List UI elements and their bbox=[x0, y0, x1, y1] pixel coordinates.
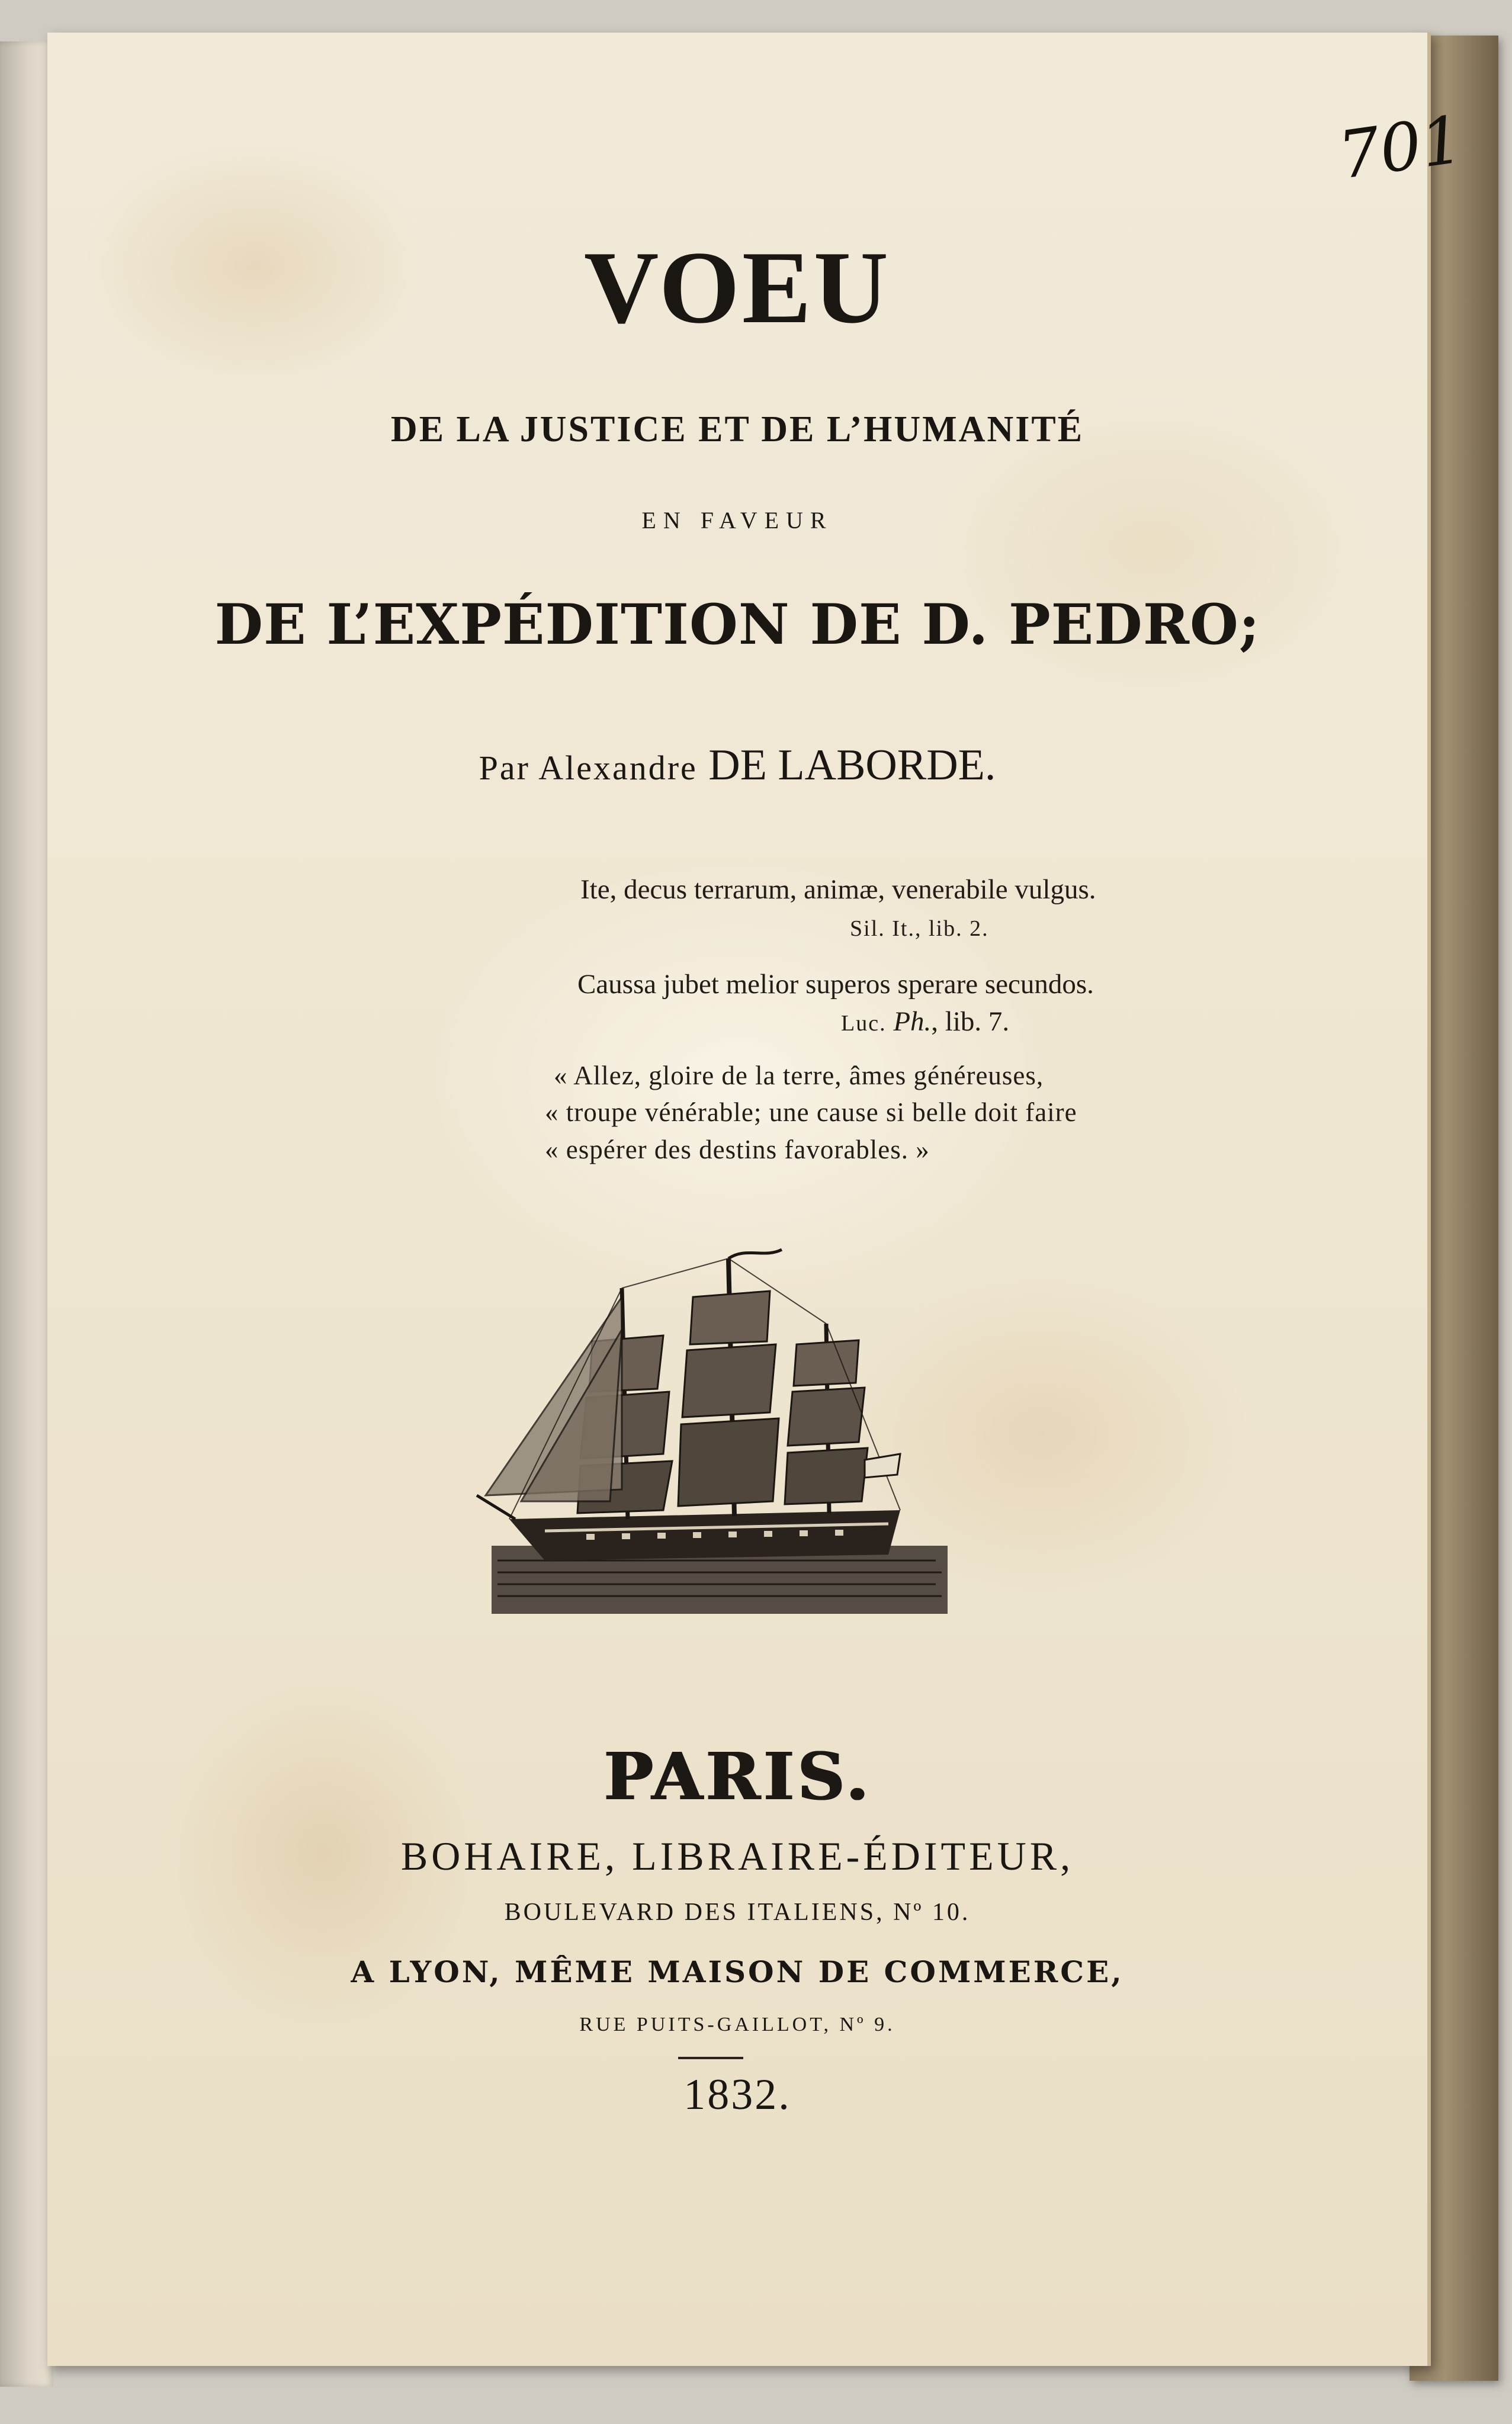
epigraph-ref-2-work: Ph. bbox=[893, 1006, 932, 1037]
epigraph-french-1: « Allez, gloire de la terre, âmes généreuses, bbox=[554, 1061, 1044, 1090]
epigraph-ref-1-text: Sil. It., lib. 2. bbox=[850, 916, 989, 941]
imprint-branch-address: RUE PUITS-GAILLOT, Nº 9. bbox=[579, 2014, 895, 2035]
handwritten-shelfmark: 701 bbox=[1334, 101, 1468, 194]
imprint-address: BOULEVARD DES ITALIENS, Nº 10. bbox=[504, 1899, 971, 1926]
imprint-branch: A LYON, MÊME MAISON DE COMMERCE, bbox=[351, 1954, 1124, 1989]
epigraph-ref-2-prefix: Luc. bbox=[841, 1011, 887, 1036]
main-title: VOEU bbox=[583, 230, 891, 345]
divider-rule bbox=[678, 2057, 743, 2059]
imprint-city: PARIS. bbox=[603, 1738, 872, 1815]
epigraph-ref-2 bbox=[841, 1006, 1009, 1038]
epigraph-latin-1: Ite, decus terrarum, animæ, venerabile vulgus. bbox=[580, 874, 1096, 905]
author-name: DE LABORDE. bbox=[708, 741, 996, 789]
sailing-ship-icon bbox=[474, 1241, 965, 1620]
epigraph-french-2: « troupe vénérable; une cause si belle doit faire bbox=[545, 1097, 1077, 1127]
title-page bbox=[47, 33, 1468, 2366]
imprint-year: 1832. bbox=[683, 2070, 791, 2119]
adjacent-page-edge bbox=[0, 41, 53, 2387]
imprint-publisher: BOHAIRE, LIBRAIRE-ÉDITEUR, bbox=[400, 1834, 1074, 1879]
title-subject: DE L’EXPÉDITION DE D. PEDRO; bbox=[214, 592, 1260, 657]
title-subtitle: DE LA JUSTICE ET DE L’HUMANITÉ bbox=[390, 409, 1084, 450]
epigraph-french-3: « espérer des destins favorables. » bbox=[545, 1135, 930, 1164]
epigraph-ref-2-suffix: , lib. 7. bbox=[931, 1006, 1010, 1037]
title-connector: EN FAVEUR bbox=[641, 507, 833, 534]
author-line bbox=[47, 740, 1427, 791]
author-prefix: Par Alexandre bbox=[479, 749, 698, 787]
epigraph-ref-1 bbox=[850, 911, 989, 943]
epigraph-latin-2: Caussa jubet melior superos sperare secundos. bbox=[577, 969, 1094, 1000]
